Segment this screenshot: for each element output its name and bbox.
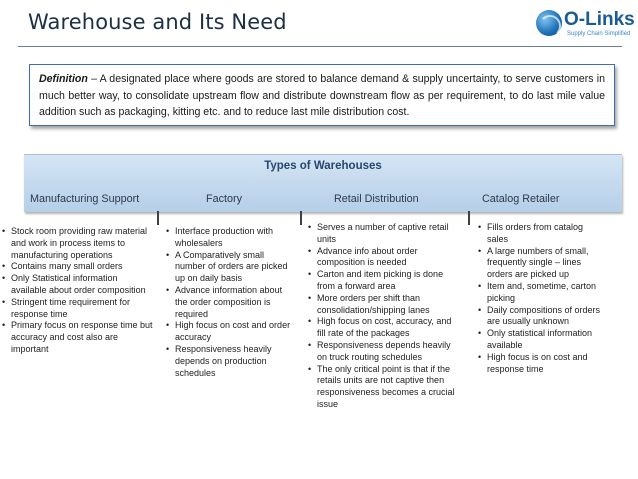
column-retail-distribution bbox=[308, 222, 460, 411]
column-divider bbox=[300, 211, 302, 225]
column-header-manufacturing-support: Manufacturing Support bbox=[30, 193, 140, 205]
list-item: • The only critical point is that if the retails units are not captive then responsiveness becomes a crucial issue bbox=[308, 364, 460, 411]
list-item: • More orders per shift than consolidation/shipping lanes bbox=[308, 293, 460, 317]
logo-tagline: Supply Chain Simplified bbox=[567, 31, 631, 37]
list-item: • Advance information about the order composition is required bbox=[166, 285, 296, 320]
list-item: • Contains many small orders bbox=[2, 261, 154, 273]
list-item: • Serves a number of captive retail units bbox=[308, 222, 460, 246]
globe-icon bbox=[536, 10, 562, 36]
logo-name: O-Links bbox=[564, 9, 635, 30]
list-item: • Advance info about order composition is needed bbox=[308, 246, 460, 270]
types-header-panel bbox=[24, 154, 622, 212]
list-item: • Stock room providing raw material and work in process items to manufacturing operations bbox=[2, 226, 154, 261]
o-links-logo bbox=[536, 8, 636, 42]
list-item: • Fills orders from catalog sales bbox=[478, 222, 604, 246]
column-catalog-retailer bbox=[478, 222, 604, 375]
types-title: Types of Warehouses bbox=[264, 160, 382, 172]
slide-title: Warehouse and Its Need bbox=[28, 10, 287, 34]
list-item: • A large numbers of small, frequently single – lines orders are picked up bbox=[478, 246, 604, 281]
column-divider bbox=[468, 211, 470, 225]
list-item: • Only Statistical information available about order composition bbox=[2, 273, 154, 297]
list-item: • Responsiveness heavily depends on production schedules bbox=[166, 344, 296, 379]
list-item: • Responsiveness depends heavily on truck routing schedules bbox=[308, 340, 460, 364]
column-divider bbox=[157, 211, 159, 225]
list-item: • Carton and item picking is done from a forward area bbox=[308, 269, 460, 293]
list-item: • Only statistical information available bbox=[478, 328, 604, 352]
title-divider bbox=[18, 46, 622, 47]
list-item: • Daily compositions of orders are usually unknown bbox=[478, 305, 604, 329]
definition-text: – A designated place where goods are stored to balance demand & supply uncertainty, to serve customers in much better way, to consolidate upstream flow and distribute downstream flow as per requirement, to do last mile value addition such as packaging, kitting etc. and to reduce last mile distribution cost. bbox=[39, 73, 605, 118]
definition-term: Definition bbox=[39, 73, 88, 85]
column-header-catalog-retailer: Catalog Retailer bbox=[482, 193, 560, 205]
column-header-retail-distribution: Retail Distribution bbox=[334, 193, 419, 205]
list-item: • Primary focus on response time but accuracy and cost also are important bbox=[2, 320, 154, 355]
list-item: • High focus on cost, accuracy, and fill rate of the packages bbox=[308, 316, 460, 340]
column-factory bbox=[166, 226, 296, 379]
column-manufacturing-support bbox=[2, 226, 154, 356]
list-item: • Item and, sometime, carton picking bbox=[478, 281, 604, 305]
column-header-factory: Factory bbox=[206, 193, 242, 205]
definition-box bbox=[29, 64, 615, 126]
list-item: • High focus is on cost and response time bbox=[478, 352, 604, 376]
list-item: • High focus on cost and order accuracy bbox=[166, 320, 296, 344]
list-item: • A Comparatively small number of orders are picked up on daily basis bbox=[166, 250, 296, 285]
list-item: • Stringent time requirement for response time bbox=[2, 297, 154, 321]
list-item: • Interface production with wholesalers bbox=[166, 226, 296, 250]
